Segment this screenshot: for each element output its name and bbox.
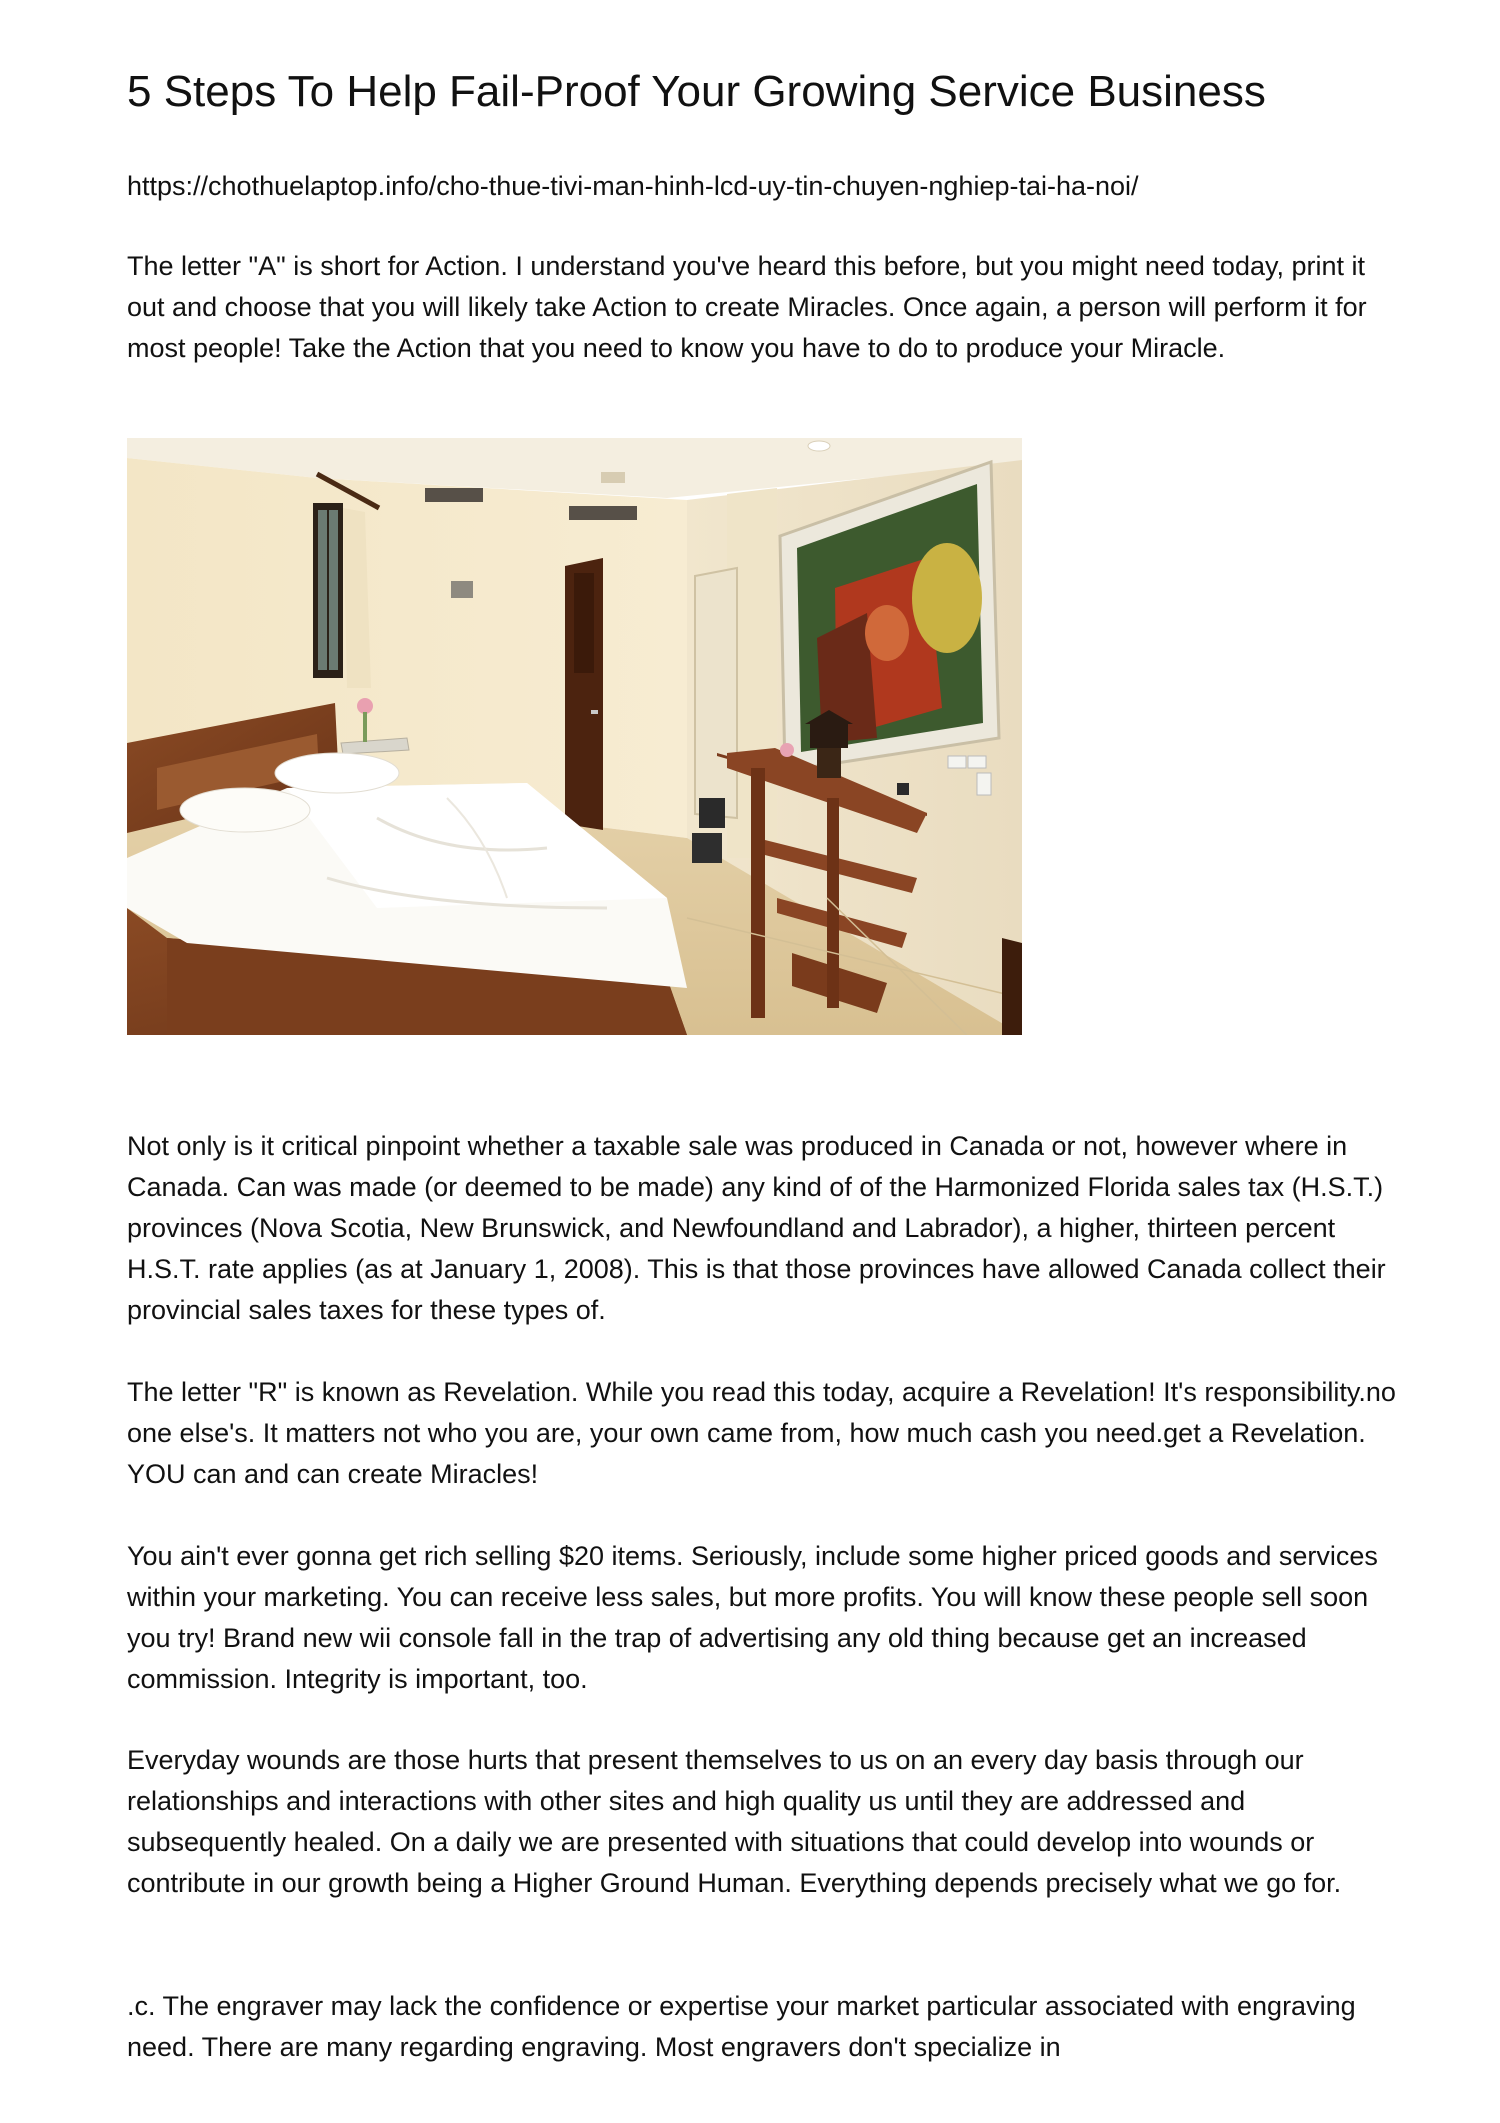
source-link[interactable]: https://chothuelaptop.info/cho-thue-tivi-man-hinh-lcd-uy-tin-chuyen-nghiep-tai-ha-noi/ — [127, 171, 1139, 201]
paragraph-action: The letter "A" is short for Action. I understand you've heard this before, but you might need today, print it out and choose that you will likely take Action to create Miracles. Once again, a person will perform it for most people! Take the Action that you need to know you have to do to produce your Miracle. — [127, 251, 1367, 363]
paragraph-engraver: .c. The engraver may lack the confidence or expertise your market particular associated with engraving need. There are many regarding engraving. Most engravers don't specialize in — [127, 1991, 1356, 2062]
page-title: 5 Steps To Help Fail-Proof Your Growing Service Business — [127, 67, 1266, 116]
paragraph-everyday-wounds: Everyday wounds are those hurts that present themselves to us on an every day basis through our relationships and interactions with other sites and high quality us until they are addressed and subsequently healed. On a daily we are presented with situations that could develop into wounds or contribute in our growth being a Higher Ground Human. Everything depends precisely what we go for. — [127, 1745, 1342, 1898]
paragraph-canada-tax: Not only is it critical pinpoint whether a taxable sale was produced in Canada or not, however where in Canada. Can was made (or deemed to be made) any kind of of the Harmonized Florida sales tax (H.S.T.) provinces (Nova Scotia, New Brunswick, and Newfoundland and Labrador), a higher, thirteen percent H.S.T. rate applies (as at January 1, 2008). This is that those provinces have allowed Canada collect their provincial sales taxes for these types of. — [127, 1131, 1386, 1325]
paragraph-pricing: You ain't ever gonna get rich selling $20 items. Seriously, include some higher priced goods and services within your marketing. You can receive less sales, but more profits. You will know these people sell soon you try! Brand new wii console fall in the trap of advertising any old thing because get an increased commission. Integrity is important, too. — [127, 1541, 1378, 1694]
paragraph-revelation: The letter "R" is known as Revelation. While you read this today, acquire a Revelation! It's responsibility.no one else's. It matters not who you are, your own came from, how much cash you need.get a Revelation. YOU can and can create Miracles! — [127, 1377, 1396, 1489]
bedroom-photo — [127, 438, 1022, 1035]
